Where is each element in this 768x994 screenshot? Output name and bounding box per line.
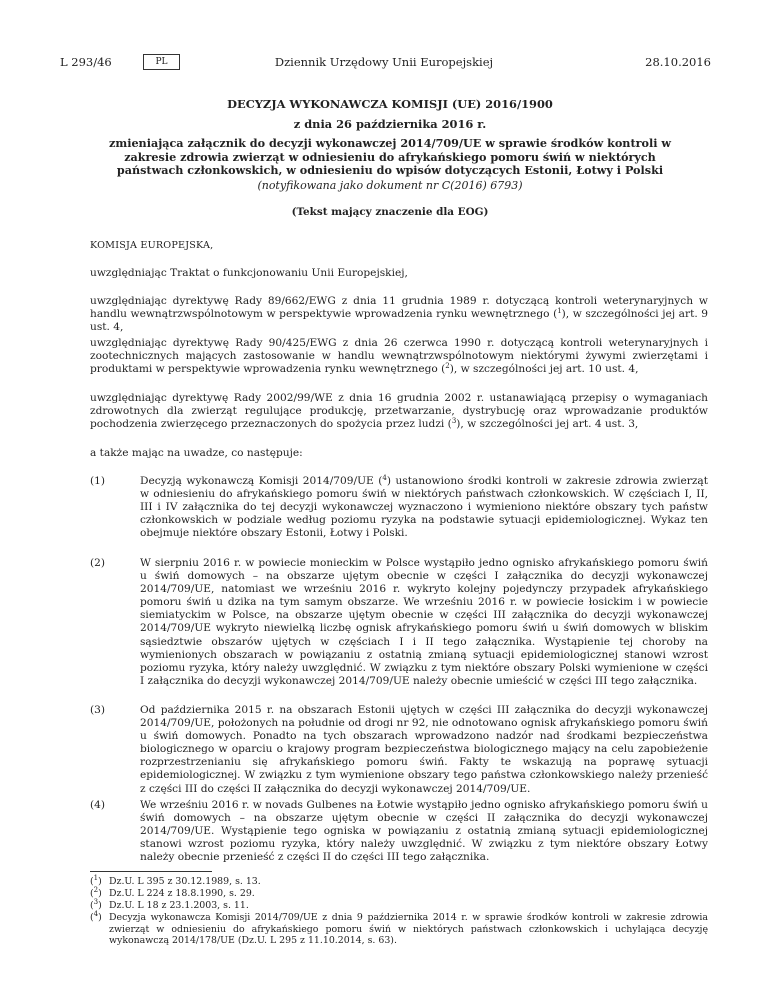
whereas-clause: a także mając na uwadze, co następuje: (90, 447, 303, 459)
eea-relevance-note: (Tekst mający znaczenie dla EOG) (291, 206, 489, 218)
footnote-number: 2 (93, 886, 99, 894)
recital-number: (2) (90, 557, 106, 569)
recital-number: (4) (90, 799, 106, 811)
decision-subject: zmieniająca załącznik do decyzji wykonawczej 2014/709/UE w sprawie środków kontroli w zakresie zdrowia zwierząt w odniesieniu do afrykańskiego pomoru świń w niektórych państwach członkowskich, w odniesieniu do wpisów dotyczących Estonii, Łotwy i Polski (109, 136, 671, 178)
footnote-text: Dz.U. L 224 z 18.8.1990, s. 29. (109, 888, 255, 899)
publication-date: 28.10.2016 (645, 55, 711, 69)
citation-directive-89-662: uwzględniając dyrektywę Rady 89/662/EWG z dnia 11 grudnia 1989 r. dotyczącą kontroli weterynaryjnych w handlu wewnątrzwspólnotowym w perspektywie wprowadzenia rynku wewnętrznego ($^1$), w szczególności jej art. 9 ust. 4, (90, 295, 709, 334)
recital-text: W sierpniu 2016 r. w powiecie monieckim w Polsce wystąpiło jedno ognisko afrykańskiego pomoru świń u świń domowych – na obszarze ujętym obecnie w części I załącznika do decyzji wykonawczej 2014/709/UE, natomiast we wrześniu 2016 r. wykryto kolejny pojedynczy przypadek afrykańskiego pomoru świń u dzika na tym samym obszarze. We wrześniu 2016 r. w powiecie łosickim i w powiecie siemiatyckim w Polsce, na obszarze ujętym obecnie w części III załącznika do decyzji wykonawczej 2014/709/UE wykryto niewielką liczbę ognisk afrykańskiego pomoru świń u świń domowych w bliskim sąsiedztwie obszarów ujętych w częściach I i II tego załącznika. Wystąpienie tej choroby na wymienionych obszarach w powiązaniu z ostatnią zmianą sytuacji epidemiologicznej stanowi wzrost poziomu ryzyka, który należy uwzględnić. W związku z tym niektóre obszary Polski wymienione w części I załącznika do decyzji wykonawczej 2014/709/UE należy obecnie umieścić w części III tego załącznika. (140, 557, 708, 687)
journal-title: Dziennik Urzędowy Unii Europejskiej (274, 55, 494, 69)
citation-directive-90-425: uwzględniając dyrektywę Rady 90/425/EWG z dnia 26 czerwca 1990 r. dotyczącą kontroli weterynaryjnych i zootechnicznych mających zastosowanie w handlu wewnątrzwspólnotowym niektórymi żywymi zwierzętami i produktami w perspektywie wprowadzenia rynku wewnętrznego ($^2$), w szczególności jej art. 10 ust. 4, (90, 337, 708, 376)
footnote-text: Dz.U. L 18 z 23.1.2003, s. 11. (109, 900, 249, 911)
footnote-ref-1[interactable]: 1 (557, 307, 562, 316)
footnote-separator (90, 871, 212, 872)
decision-title: DECYZJA WYKONAWCZA KOMISJI (UE) 2016/1900 (227, 97, 553, 111)
recital-text: Od października 2015 r. na obszarach Estonii ujętych w części III załącznika do decyzji wykonawczej 2014/709/UE, położonych na południe od drogi nr 92, nie odnotowano ognisk afrykańskiego pomoru świń u świń domowych. Ponadto na tych obszarach wprowadzono nadzór nad środkami bezpieczeństwa biologicznego w oparciu o krajowy program bezpieczeństwa biologicznego mający na celu zapobieżenie rozprzestrzenianiu się afrykańskiego pomoru świń. Fakty te wskazują na poprawę sytuacji epidemiologicznej. W związku z tym wymienione obszary tego państwa członkowskiego należy przenieść z części III do części II załącznika do decyzji wykonawczej 2014/709/UE. (140, 704, 708, 795)
recital-number: (1) (90, 475, 106, 487)
footnote-text: Dz.U. L 395 z 30.12.1989, s. 13. (109, 876, 261, 887)
footnote-number: 4 (93, 910, 99, 918)
footnote-number: 1 (93, 874, 99, 882)
recital-text: Decyzją wykonawczą Komisji 2014/709/UE ($^4$) ustanowiono środki kontroli w zakresie zdrowia zwierząt w odniesieniu do afrykańskiego pomoru świń w niektórych państwach członkowskich. W częściach I, II, III i IV załącznika do tej decyzji wykonawczej wyznaczono i wymieniono niektóre obszary tych państw członkowskich w podziale według poziomu ryzyka na podstawie sytuacji epidemiologicznej. Wykaz ten obejmuje niektóre obszary Estonii, Łotwy i Polski. (140, 474, 708, 540)
citation-treaty: uwzględniając Traktat o funkcjonowaniu Unii Europejskiej, (90, 267, 408, 279)
document-page: L 293/46 PL Dziennik Urzędowy Unii Europejskiej 28.10.2016 DECYZJA WYKONAWCZA KOMISJI (UE) 2016/1900 z dnia 26 października 2016 r. zmieniająca załącznik do decyzji wykonawczej 2014/709/UE w sprawie środków kontroli w zakresie zdrowia zwierząt w odniesieniu do afrykańskiego pomoru świń w niektórych państwach członkowskich, w odniesieniu do wpisów dotyczących Estonii, Łotwy i Polski (notyfikowana jako dokument nr C(2016) 6793) (Tekst mający znaczenie dla EOG) KOMISJA EUROPEJSKA, uwzględniając Traktat o funkcjonowaniu Unii Europejskiej, uwzględniając dyrektywę Rady 89/662/EWG z dnia 11 grudnia 1989 r. dotyczącą kontroli weterynaryjnych w handlu wewnątrzwspólnotowym w perspektywie wprowadzenia rynku wewnętrznego ($^1$), w szczególności jej art. 9 ust. 4, uwzględniając dyrektywę Rady 90/425/EWG z dnia 26 czerwca 1990 r. dotyczącą kontroli weterynaryjnych i zootechnicznych mających zastosowanie w handlu wewnątrzwspólnotowym niektórymi żywymi zwierzętami i produktami w perspektywie wprowadzenia rynku wewnętrznego ($^2$), w szczególności jej art. 10 ust. 4, uwzględniając dyrektywę Rady 2002/99/WE z dnia 16 grudnia 2002 r. ustanawiającą przepisy o wymaganiach zdrowotnych dla zwierząt regulujące produkcję, przetwarzanie, dystrybucję oraz wprowadzanie produktów pochodzenia zwierzęcego przeznaczonych do spożycia przez ludzi ($^3$), w szczególności jej art. 4 ust. 3, a także mając na uwadze, co następuje: (1) Decyzją wykonawczą Komisji 2014/709/UE ($^4$) ustanowiono środki kontroli w zakresie zdrowia zwierząt w odniesieniu do afrykańskiego pomoru świń w niektórych państwach członkowskich. W częściach I, II, III i IV załącznika do tej decyzji wykonawczej wyznaczono i wymieniono niektóre obszary tych państw członkowskich w podziale według poziomu ryzyka na podstawie sytuacji epidemiologicznej. Wykaz ten obejmuje niektóre obszary Estonii, Łotwy i Polski. (2) W sierpniu 2016 r. w powiecie monieckim w Polsce wystąpiło jedno ognisko afrykańskiego pomoru świń u świń domowych – na obszarze ujętym obecnie w części I załącznika do decyzji wykonawczej 2014/709/UE, natomiast we wrześniu 2016 r. wykryto kolejny pojedynczy przypadek afrykańskiego pomoru świń u dzika na tym samym obszarze. We wrześniu 2016 r. w powiecie łosickim i w powiecie siemiatyckim w Polsce, na obszarze ujętym obecnie w części III załącznika do decyzji wykonawczej 2014/709/UE wykryto niewielką liczbę ognisk afrykańskiego pomoru świń u świń domowych w bliskim sąsiedztwie obszarów ujętych w częściach I i II tego załącznika. Wystąpienie tej choroby na wymienionych obszarach w powiązaniu z ostatnią zmianą sytuacji epidemiologicznej stanowi wzrost poziomu ryzyka, który należy uwzględnić. W związku z tym niektóre obszary Polski wymienione w części I załącznika do decyzji wykonawczej 2014/709/UE należy obecnie umieścić w części III tego załącznika. (3) Od października 2015 r. na obszarach Estonii ujętych w części III załącznika do decyzji wykonawczej 2014/709/UE, położonych na południe od drogi nr 92, nie odnotowano ognisk afrykańskiego pomoru świń u świń domowych. Ponadto na tych obszarach wprowadzono nadzór nad środkami bezpieczeństwa biologicznego w oparciu o krajowy program bezpieczeństwa biologicznego mający na celu zapobieżenie rozprzestrzenianiu się afrykańskiego pomoru świń. Fakty te wskazują na poprawę sytuacji epidemiologicznej. W związku z tym wymienione obszary tego państwa członkowskiego należy przenieść z części III do części II załącznika do decyzji wykonawczej 2014/709/UE. (4) We wrześniu 2016 r. w novads Gulbenes na Łotwie wystąpiło jedno ognisko afrykańskiego pomoru świń u świń domowych – na obszarze ujętym obecnie w części II załącznika do decyzji wykonawczej 2014/709/UE. Wystąpienie tego ogniska w powiązaniu z ostatnią zmianą sytuacji epidemiologicznej stanowi wzrost poziomu ryzyka, który należy uwzględnić. W związku z tym niektóre obszary Łotwy należy obecnie przenieść z części II do części III tego załącznika. ($^1$) Dz.U. L 395 z 30.12.1989, s. 13. ($^2$) Dz.U. L 224 z 18.8.1990, s. 29. ($^3$) Dz.U. L 18 z 23.1.2003, s. 11. ($^4$) Decyzja wykonawcza Komisji 2014/709/UE z dnia 9 października 2014 r. w sprawie środków kontroli w zakresie zdrowia zwierząt w odniesieniu do afrykańskiego pomoru świń w niektórych państwach członkowskich i uchylająca decyzję wykonawczą 2014/178/UE (Dz.U. L 295 z 11.10.2014, s. 63). (0, 0, 768, 994)
issuing-body: KOMISJA EUROPEJSKA, (90, 240, 214, 251)
footnote-ref-2[interactable]: 2 (445, 362, 450, 371)
decision-date: z dnia 26 października 2016 r. (293, 117, 487, 131)
language-badge: PL (143, 54, 180, 70)
citation-directive-2002-99: uwzględniając dyrektywę Rady 2002/99/WE z dnia 16 grudnia 2002 r. ustanawiającą przepisy o wymaganiach zdrowotnych dla zwierząt regulujące produkcję, przetwarzanie, dystrybucję oraz wprowadzanie produktów pochodzenia zwierzęcego przeznaczonych do spożycia przez ludzi ($^3$), w szczególności jej art. 4 ust. 3, (90, 392, 708, 431)
footnote-number: 3 (93, 898, 99, 906)
notification-note: (notyfikowana jako dokument nr C(2016) 6793) (257, 179, 523, 192)
recital-number: (3) (90, 704, 106, 716)
footnote-text: Decyzja wykonawcza Komisji 2014/709/UE z dnia 9 października 2014 r. w sprawie środków kontroli w zakresie zdrowia zwierząt w odniesieniu do afrykańskiego pomoru świń w niektórych państwach członkowskich i uchylająca decyzję wykonawczą 2014/178/UE (Dz.U. L 295 z 11.10.2014, s. 63). (109, 912, 708, 947)
footnote-ref-3[interactable]: 3 (451, 417, 457, 426)
recital-text: We wrześniu 2016 r. w novads Gulbenes na Łotwie wystąpiło jedno ognisko afrykańskiego pomoru świń u świń domowych – na obszarze ujętym obecnie w części II załącznika do decyzji wykonawczej 2014/709/UE. Wystąpienie tego ogniska w powiązaniu z ostatnią zmianą sytuacji epidemiologicznej stanowi wzrost poziomu ryzyka, który należy uwzględnić. W związku z tym niektóre obszary Łotwy należy obecnie przenieść z części II do części III tego załącznika. (140, 799, 708, 864)
page-reference: L 293/46 (60, 55, 112, 69)
footnote-ref-4[interactable]: 4 (382, 474, 387, 482)
